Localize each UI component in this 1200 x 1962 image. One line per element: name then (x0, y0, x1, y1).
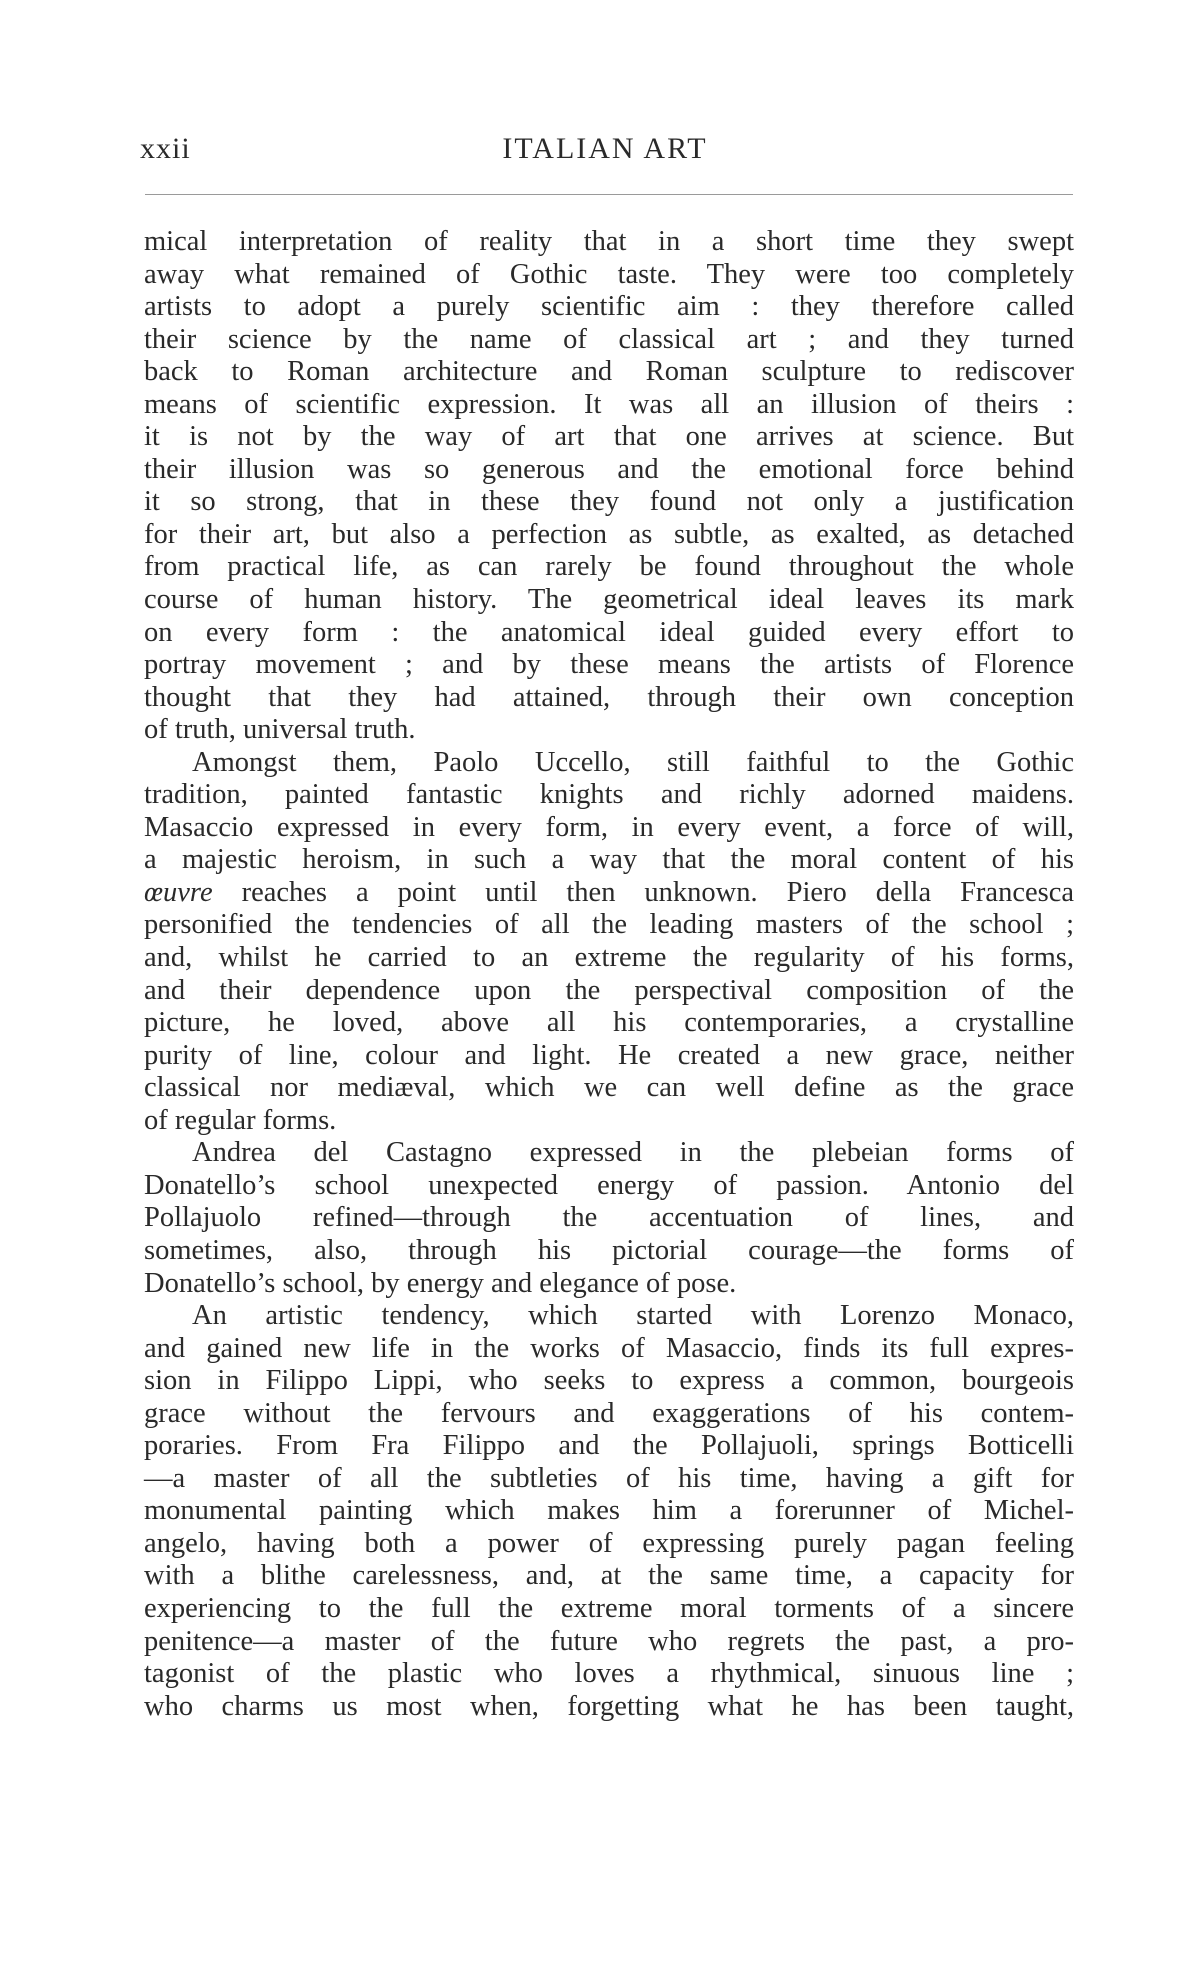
text-line: thought that they had attained, through their own conception (144, 681, 1074, 713)
text-line: Donatello’s school, by energy and elegance of pose. (144, 1267, 737, 1299)
text-line: Andrea del Castagno expressed in the plebeian forms of (192, 1137, 1074, 1169)
text-line: for their art, but also a perfection as subtle, as exalted, as detached (144, 518, 1074, 550)
text-line: and their dependence upon the perspectival composition of the (144, 974, 1074, 1006)
text-line: portray movement ; and by these means the artists of Florence (144, 649, 1074, 681)
text-line: who charms us most when, forgetting what he has been taught, (144, 1690, 1074, 1722)
text-line: Donatello’s school unexpected energy of passion. Antonio del (144, 1169, 1074, 1201)
text-line: angelo, having both a power of expressing purely pagan feeling (144, 1527, 1074, 1559)
text-line: classical nor mediæval, which we can well define as the grace (144, 1072, 1074, 1104)
text-line: tradition, painted fantastic knights and richly adorned maidens. (144, 779, 1074, 811)
text-line: poraries. From Fra Filippo and the Pollajuoli, springs Botticelli (144, 1430, 1074, 1462)
italic-word: œuvre (144, 876, 213, 908)
text-line: —a master of all the subtleties of his time, having a gift for (144, 1462, 1074, 1494)
text-line-with-italic (144, 877, 1074, 910)
body-text (144, 226, 1074, 1723)
text-line: back to Roman architecture and Roman sculpture to rediscover (144, 356, 1074, 388)
text-line: experiencing to the full the extreme moral torments of a sincere (144, 1592, 1074, 1624)
text-line: of truth, universal truth. (144, 714, 416, 746)
text-line: it so strong, that in these they found not only a justification (144, 486, 1074, 518)
text-line: with a blithe carelessness, and, at the same time, a capacity for (144, 1560, 1074, 1592)
text-line: it is not by the way of art that one arrives at science. But (144, 421, 1074, 453)
text-line: tagonist of the plastic who loves a rhythmical, sinuous line ; (144, 1658, 1074, 1690)
text-line: purity of line, colour and light. He created a new grace, neither (144, 1039, 1074, 1071)
text-line: means of scientific expression. It was all an illusion of theirs : (144, 388, 1074, 420)
text-line: from practical life, as can rarely be found throughout the whole (144, 551, 1074, 583)
page-number: xxii (140, 132, 191, 165)
text-line: their illusion was so generous and the emotional force behind (144, 453, 1074, 485)
text-line: Amongst them, Paolo Uccello, still faithful to the Gothic (192, 746, 1074, 778)
running-head (140, 132, 1070, 172)
text-line: mical interpretation of reality that in a short time they swept (144, 226, 1074, 257)
text-line: An artistic tendency, which started with Lorenzo Monaco, (192, 1300, 1074, 1332)
text-line: a majestic heroism, in such a way that the moral content of his (144, 844, 1074, 876)
text-line: penitence—a master of the future who regrets the past, a pro- (144, 1625, 1074, 1657)
text-line: personified the tendencies of all the leading masters of the school ; (144, 909, 1074, 941)
text-line: away what remained of Gothic taste. They were too completely (144, 258, 1074, 290)
text-line: and gained new life in the works of Masaccio, finds its full expres- (144, 1332, 1074, 1364)
header-rule (145, 194, 1073, 195)
text-line: course of human history. The geometrical ideal leaves its mark (144, 584, 1074, 616)
text-line: monumental painting which makes him a forerunner of Michel- (144, 1495, 1074, 1527)
text-line: on every form : the anatomical ideal guided every effort to (144, 616, 1074, 648)
text-line: grace without the fervours and exaggerations of his contem- (144, 1397, 1074, 1429)
text-line: their science by the name of classical art ; and they turned (144, 323, 1074, 355)
text-line-rest: reaches a point until then unknown. Piero della Francesca (241, 876, 1075, 908)
text-line: sometimes, also, through his pictorial courage—the forms of (144, 1234, 1074, 1266)
text-line: picture, he loved, above all his contemporaries, a crystalline (144, 1007, 1074, 1039)
text-line: of regular forms. (144, 1104, 337, 1136)
running-title: ITALIAN ART (502, 132, 708, 165)
text-line: artists to adopt a purely scientific aim : they therefore called (144, 291, 1074, 323)
text-line: Pollajuolo refined—through the accentuation of lines, and (144, 1202, 1074, 1234)
text-line: and, whilst he carried to an extreme the regularity of his forms, (144, 942, 1074, 974)
text-line: Masaccio expressed in every form, in every event, a force of will, (144, 811, 1074, 843)
text-line: sion in Filippo Lippi, who seeks to express a common, bourgeois (144, 1365, 1074, 1397)
